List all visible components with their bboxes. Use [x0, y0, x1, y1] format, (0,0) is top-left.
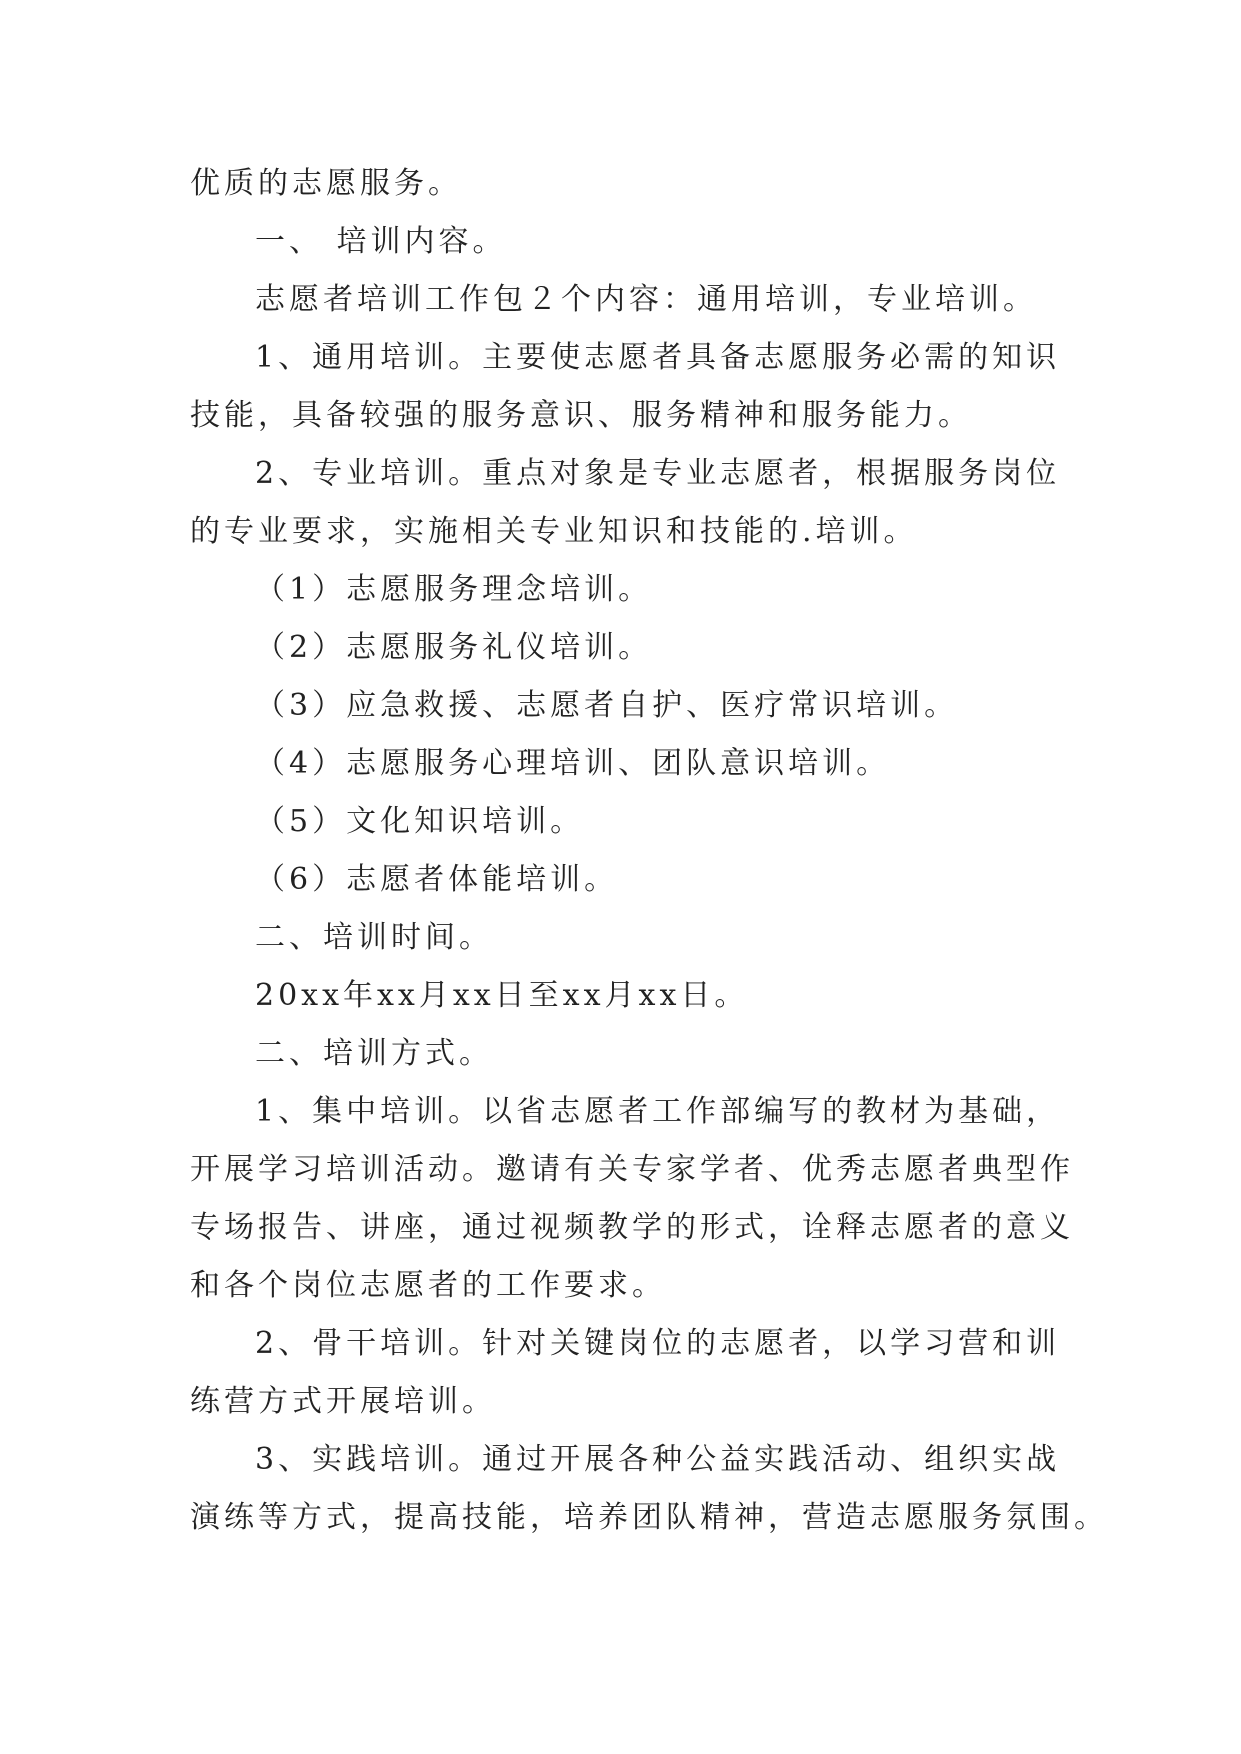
text-line-19: 专场报告、讲座，通过视频教学的形式，诠释志愿者的意义 [190, 1210, 1074, 1245]
text-line-7: 的专业要求，实施相关专业知识和技能的.培训。 [190, 514, 918, 549]
text-line-18: 开展学习培训活动。邀请有关专家学者、优秀志愿者典型作 [190, 1152, 1074, 1187]
text-line-date: 20xx年xx月xx日至xx月xx日。 [255, 978, 749, 1013]
list-item-5: （5）文化知识培训。 [255, 804, 585, 839]
text-line-22: 练营方式开展培训。 [190, 1384, 496, 1419]
text-line-20: 和各个岗位志愿者的工作要求。 [190, 1268, 666, 1303]
text-line-23: 3、实践培训。通过开展各种公益实践活动、组织实战 [255, 1442, 1061, 1477]
text-line-1: 优质的志愿服务。 [190, 166, 462, 201]
list-item-3: （3）应急救援、志愿者自护、医疗常识培训。 [255, 688, 959, 723]
section-heading-method: 二、培训方式。 [255, 1036, 493, 1071]
list-item-4: （4）志愿服务心理培训、团队意识培训。 [255, 746, 891, 781]
text-line-5: 技能，具备较强的服务意识、服务精神和服务能力。 [190, 398, 972, 433]
list-item-2: （2）志愿服务礼仪培训。 [255, 630, 653, 665]
text-line-3: 志愿者培训工作包２个内容：通用培训，专业培训。 [255, 282, 1037, 317]
text-line-21: 2、骨干培训。针对关键岗位的志愿者，以学习营和训 [255, 1326, 1061, 1361]
text-line-17: 1、集中培训。以省志愿者工作部编写的教材为基础， [255, 1094, 1061, 1129]
list-item-1: （1）志愿服务理念培训。 [255, 572, 653, 607]
text-line-6: 2、专业培训。重点对象是专业志愿者，根据服务岗位 [255, 456, 1061, 491]
text-line-24: 演练等方式，提高技能，培养团队精神，营造志愿服务氛围。 [190, 1500, 1108, 1535]
list-item-6: （6）志愿者体能培训。 [255, 862, 619, 897]
section-heading-content: 一、 培训内容。 [255, 224, 507, 259]
document-page [190, 155, 1108, 1547]
section-heading-time: 二、培训时间。 [255, 920, 493, 955]
text-line-4: 1、通用培训。主要使志愿者具备志愿服务必需的知识 [255, 340, 1061, 375]
